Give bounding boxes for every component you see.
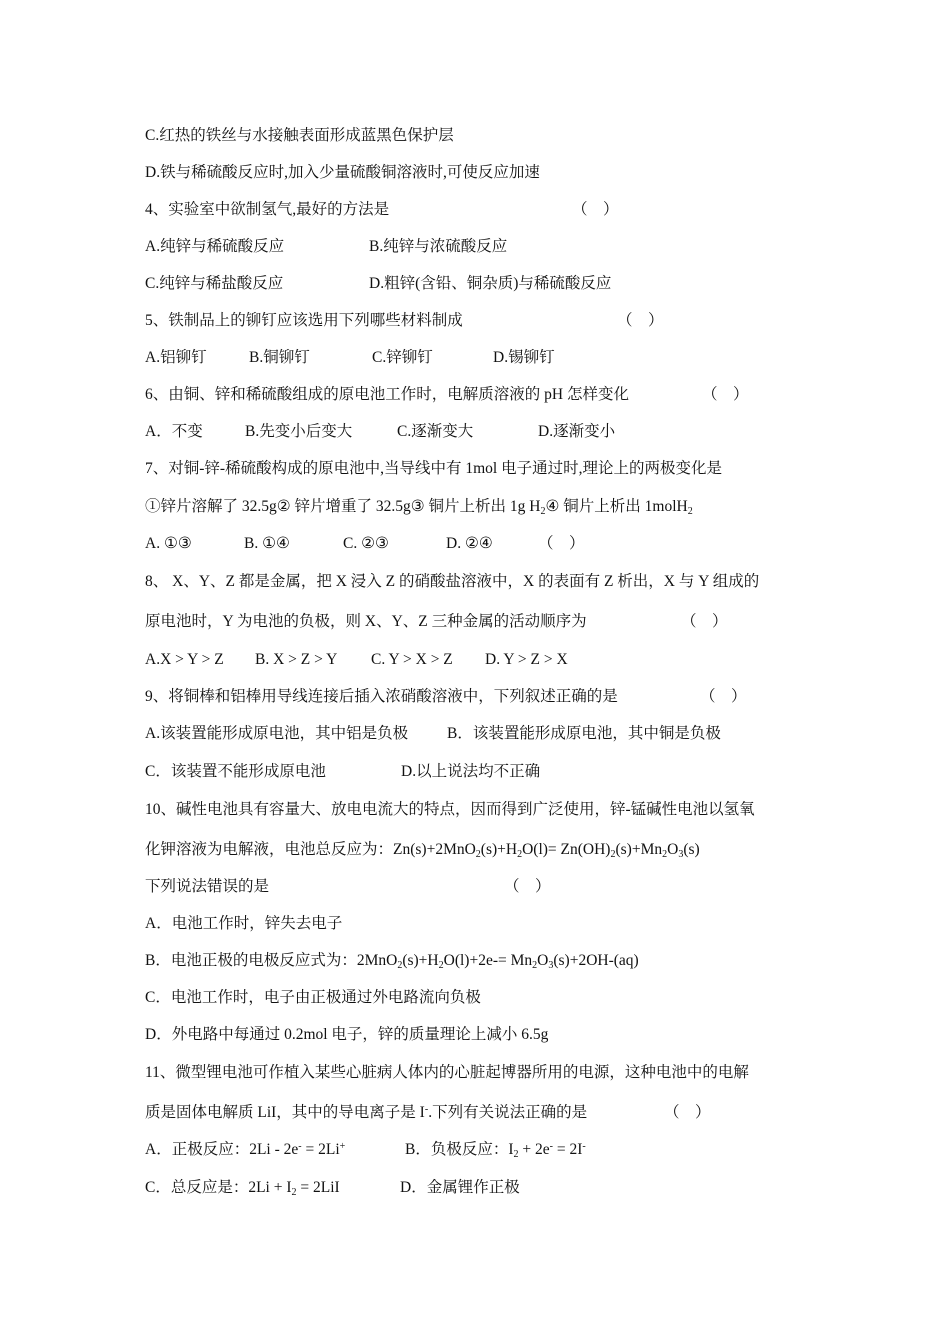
q8-option-b: B. X > Z > Y	[255, 651, 338, 668]
answer-paren-5: （ ）	[617, 312, 664, 329]
q6-option-a: A．不变	[145, 423, 203, 440]
question-8-line-2: 原电池时，Y 为电池的负极，则 X、Y、Z 三种金属的活动顺序为	[145, 613, 587, 630]
question-4: 4、实验室中欲制氢气,最好的方法是	[145, 201, 390, 218]
q7-option-b: B. ①④	[244, 535, 290, 552]
question-10-line-3: 下列说法错误的是	[145, 878, 270, 895]
question-5: 5、铁制品上的铆钉应该选用下列哪些材料制成	[145, 312, 463, 329]
answer-paren-6: （ ）	[702, 386, 749, 403]
q7-option-a: A. ①③	[145, 535, 192, 552]
q11-option-c: C．总反应是：$2Li + I_2 = 2LiI$	[145, 1179, 340, 1198]
q5-option-a: A.铝铆钉	[145, 349, 207, 366]
q7-option-c: C. ②③	[343, 535, 389, 552]
q7-option-d: D. ②④	[446, 535, 493, 552]
question-9: 9、将铜棒和铝棒用导线连接后插入浓硝酸溶液中，下列叙述正确的是	[145, 688, 618, 705]
q8-option-d: D. Y > Z > X	[485, 651, 568, 668]
question-11-line-2: 质是固体电解质 LiI，其中的导电离子是 I-.下列有关说法正确的是	[145, 1104, 588, 1121]
q5-option-c: C.锌铆钉	[372, 349, 433, 366]
answer-paren-9: （ ）	[700, 688, 747, 705]
q9-option-c: C．该装置不能形成原电池	[145, 763, 326, 780]
q5-option-b: B.铜铆钉	[249, 349, 310, 366]
q6-option-c: C.逐渐变大	[397, 423, 474, 440]
q9-option-b: B．该装置能形成原电池，其中铜是负极	[447, 725, 721, 742]
q8-option-c: C. Y > X > Z	[371, 651, 453, 668]
answer-paren-7: （ ）	[538, 535, 585, 552]
q10-option-b: B．电池正极的电极反应式为：$2MnO_2(s)+H_2O(l)+2e-= Mn_2O_3(s)+2OH-(aq)$	[145, 952, 639, 971]
answer-paren-8: （ ）	[681, 613, 728, 630]
answer-paren-11: （ ）	[664, 1104, 711, 1121]
answer-paren-4: （ ）	[572, 201, 619, 218]
question-10-line-1: 10、碱性电池具有容量大、放电电流大的特点，因而得到广泛使用，锌-锰碱性电池以氢氧	[145, 801, 755, 818]
q4-option-d: D.粗锌(含铅、铜杂质)与稀硫酸反应	[369, 275, 612, 292]
q4-option-a: A.纯锌与稀硫酸反应	[145, 238, 285, 255]
option-c-prev: C.红热的铁丝与水接触表面形成蓝黑色保护层	[145, 127, 454, 144]
q7-statements: ①锌片溶解了 32.5g② 锌片增重了 32.5g③ 铜片上析出 1g $H_2④$ 铜片上析出 1molH$_2$	[145, 498, 693, 517]
q4-option-c: C.纯锌与稀盐酸反应	[145, 275, 284, 292]
q8-option-a: A.X > Y > Z	[145, 651, 224, 668]
q6-option-d: D.逐渐变小	[538, 423, 616, 440]
option-d-prev: D.铁与稀硫酸反应时,加入少量硫酸铜溶液时,可使反应加速	[145, 164, 540, 181]
q10-option-a: A．电池工作时，锌失去电子	[145, 915, 343, 932]
q9-option-d: D.以上说法均不正确	[401, 763, 541, 780]
question-7: 7、对铜-锌-稀硫酸构成的原电池中,当导线中有 1mol 电子通过时,理论上的两极变化是	[145, 460, 722, 477]
question-8-line-1: 8、 X、Y、Z 都是金属，把 X 浸入 Z 的硝酸盐溶液中，X 的表面有 Z 析出，X 与 Y 组成的	[145, 573, 760, 590]
question-6: 6、由铜、锌和稀硫酸组成的原电池工作时，电解质溶液的 pH 怎样变化	[145, 386, 629, 403]
question-11-line-1: 11、微型锂电池可作植入某些心脏病人体内的心脏起博器所用的电源，这种电池中的电解	[145, 1064, 749, 1081]
q4-option-b: B.纯锌与浓硫酸反应	[369, 238, 508, 255]
q11-option-a: A．正极反应：2Li - 2e- = 2Li+	[145, 1141, 346, 1158]
q11-option-d: D．金属锂作正极	[400, 1179, 520, 1196]
answer-paren-10: （ ）	[504, 878, 551, 895]
question-10-line-2: 化钾溶液为电解液，电池总反应为：$Zn(s)+2MnO_2(s)+H_2O(l)= Zn(OH)_2(s)+Mn_2O_3(s)$	[145, 841, 700, 860]
q11-option-b: B．负极反应：$I_2 + 2e^- = 2I^-$	[405, 1141, 586, 1160]
q9-option-a: A.该装置能形成原电池，其中铝是负极	[145, 725, 409, 742]
q10-option-c: C．电池工作时，电子由正极通过外电路流向负极	[145, 989, 481, 1006]
q6-option-b: B.先变小后变大	[245, 423, 353, 440]
q10-option-d: D．外电路中每通过 0.2mol 电子，锌的质量理论上减小 6.5g	[145, 1026, 549, 1043]
q5-option-d: D.锡铆钉	[493, 349, 555, 366]
